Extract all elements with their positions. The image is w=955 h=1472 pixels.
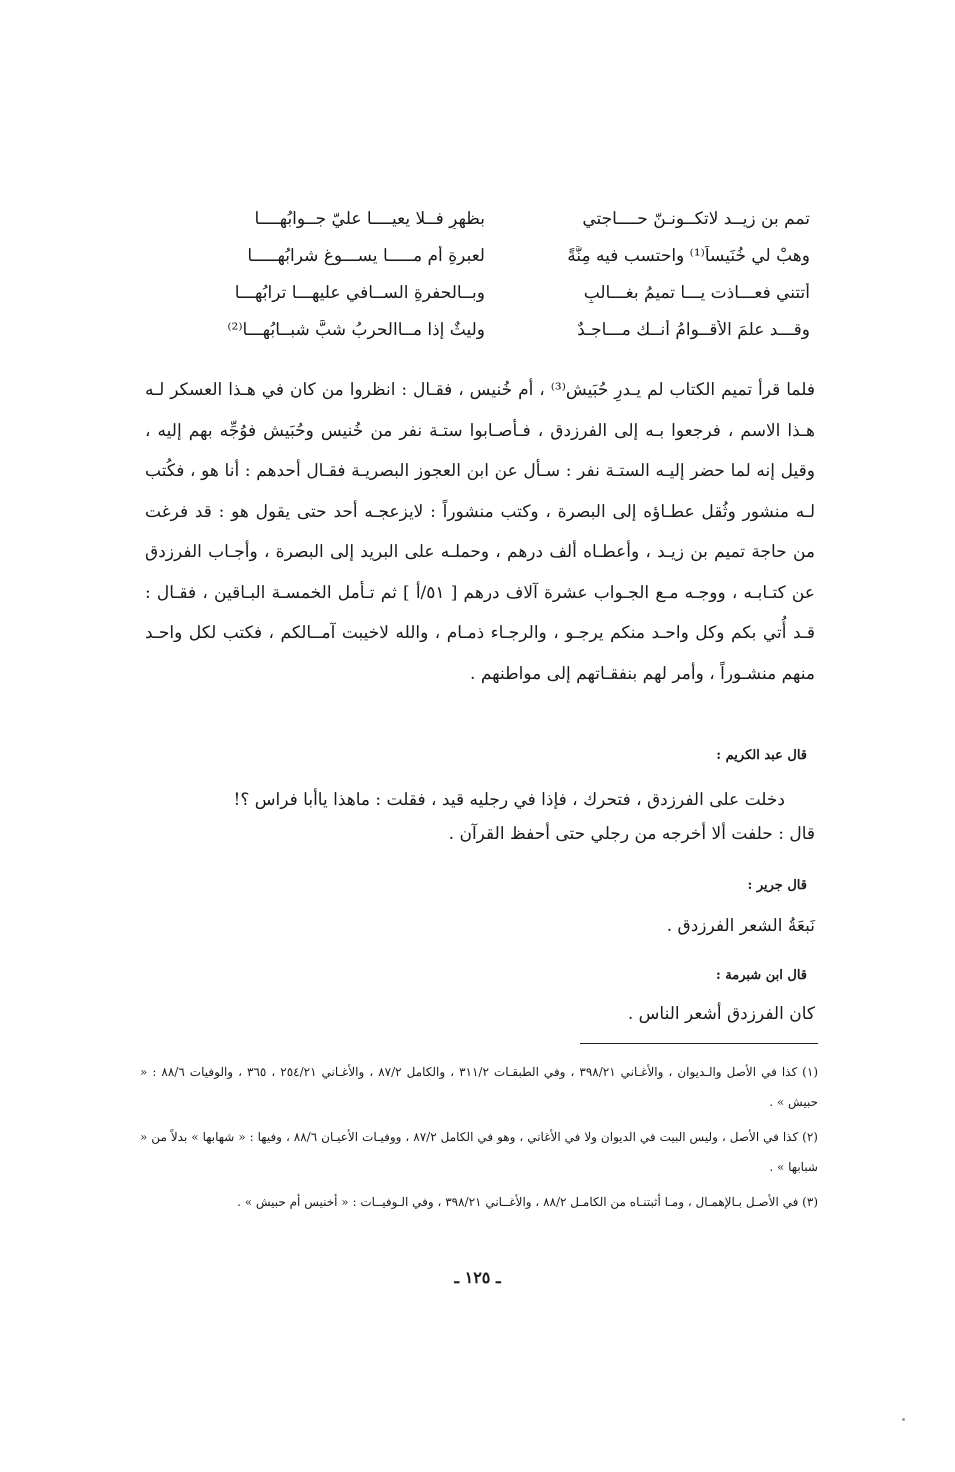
section-jarir <box>140 878 815 943</box>
scan-speck <box>902 1418 905 1421</box>
page-number: ـ ١٢٥ ـ <box>454 1268 501 1287</box>
verse-second-hemistich: بظهرٍ فــلا يعيــــا عليّ جــوابُهــــا <box>254 208 485 229</box>
verse-4 <box>170 311 810 348</box>
verse-first-hemistich: وقـــد علمَ الأقــوامُ أنــك مـــاجـدٌ <box>577 319 810 340</box>
prose-paragraph: فلما قرأ تميم الكتاب لم يـدرِ حُبَيش⁽³⁾ ، أم خُنيس ، فقـال : انظروا من كان في هـذا العسكر لـه هـذا الاسم ، فرجعوا بـه إلى الفرزدق ، فـأصـابوا ستـة نفر من خُنيس وحُبَيش فوُجِّه بهم إليه ، وقيل إنه لما حضر إليـه الستـة نفر : سـأل عن ابن العجوز البصريـة فقـال أحدهم : أنا هو ، فكُتب لـه منشور وثُقل عطـاؤه إلى البصرة ، وكتب منشوراً : لايزعجـه أحد حتى يقول هو : قد فرغت من حاجة تميم بن زيـد ، وأعطـاه ألف درهم ، وحملـه على البريد إلى البصرة ، وأجـاب الفرزدق عن كتـابـه ، ووجـه مـع الجـواب عشرة آلاف درهم [ ٥١/أ ] ثم تـأمل الخمسـة البـاقين ، فقـال : قـد أُتي بكم وكل واحـد منكم يرجـو ، والرجـاء ذمـام ، والله لاخيبت آمــالكم ، فكتب لكل واحـد منهم منشـوراً ، وأمر لهم بنفقـاتهم إلى مواطنهم . <box>145 380 816 684</box>
quote-line: كان الفرزدق أشعر الناس . <box>627 1004 815 1024</box>
section-heading: قال ابن شبرمة : <box>715 968 807 983</box>
footnote-1: (١) كذا في الأصل والـديوان ، والأغـاني ٣٩٨/٢١ ، وفي الطبقـات ٣١١/٢ ، والكامل ٨٧/٢ ، والأغـاني ٢٥٤/٢١ ، ٣٦٥ ، والوفيات ٨٨/٦ : « حبيش » . <box>140 1065 819 1109</box>
poem <box>170 200 810 348</box>
section-ibnshubruma <box>140 968 815 1031</box>
quote-line: قال : حلفت ألا أخرجه من رجلي حتى أحفظ القرآن . <box>448 824 815 844</box>
quote-line: نَبعَةُ الشعر الفرزدق . <box>666 916 815 936</box>
quote-line: دخلت على الفرزدق ، فتحرك ، فإذا في رجليه قيد ، فقلت : ماهذا ياأبا فراس ؟! <box>233 790 785 810</box>
section-abdulkarim <box>140 748 815 851</box>
verse-second-hemistich: وليثٌ إذا مــاالحربُ شبَّ شبــابُهـــا⁽²⁾ <box>227 319 485 340</box>
footnote-3: (٣) في الأصـل بـالإهمـال ، ومـا أثبتنـاه من الكامـل ٨٨/٢ ، والأغــاني ٣٩٨/٢١ ، وفي الـوفيــات : « أخنيس أم حبيش » . <box>237 1195 818 1209</box>
verse-first-hemistich: أتتني فعـــاذت يـــا تميمُ بغـــالبٍ <box>583 282 810 303</box>
verse-second-hemistich: وبــالحفرةِ الســافي عليهـــا ترابُهـــا <box>234 282 485 303</box>
verse-first-hemistich: تمم بن زيــد لاتكــونـنّ حــــاجتي <box>582 208 810 229</box>
verse-first-hemistich: وهبْ لي خُنَيساً⁽¹⁾ واحتسب فيه مِنَّةً <box>567 245 810 266</box>
section-heading: قال عبد الكريم : <box>716 748 807 763</box>
footnotes <box>140 1057 818 1222</box>
verse-second-hemistich: لعبرةِ أم مـــــا يســـوغ شرابُهـــــا <box>247 245 485 266</box>
footnote-2: (٢) كذا في الأصل ، وليس البيت في الديوان ولا في الأغاني ، وهو في الكامل ٨٧/٢ ، ووفيـات الأعيـان ٨٨/٦ ، وفيها : « شهابها » بدلاً من « شبابها » . <box>140 1130 818 1174</box>
verse-1 <box>170 200 810 237</box>
section-heading: قال جرير : <box>747 878 807 893</box>
verse-2 <box>170 237 810 274</box>
footnote-separator <box>580 1043 818 1044</box>
verse-3 <box>170 274 810 311</box>
